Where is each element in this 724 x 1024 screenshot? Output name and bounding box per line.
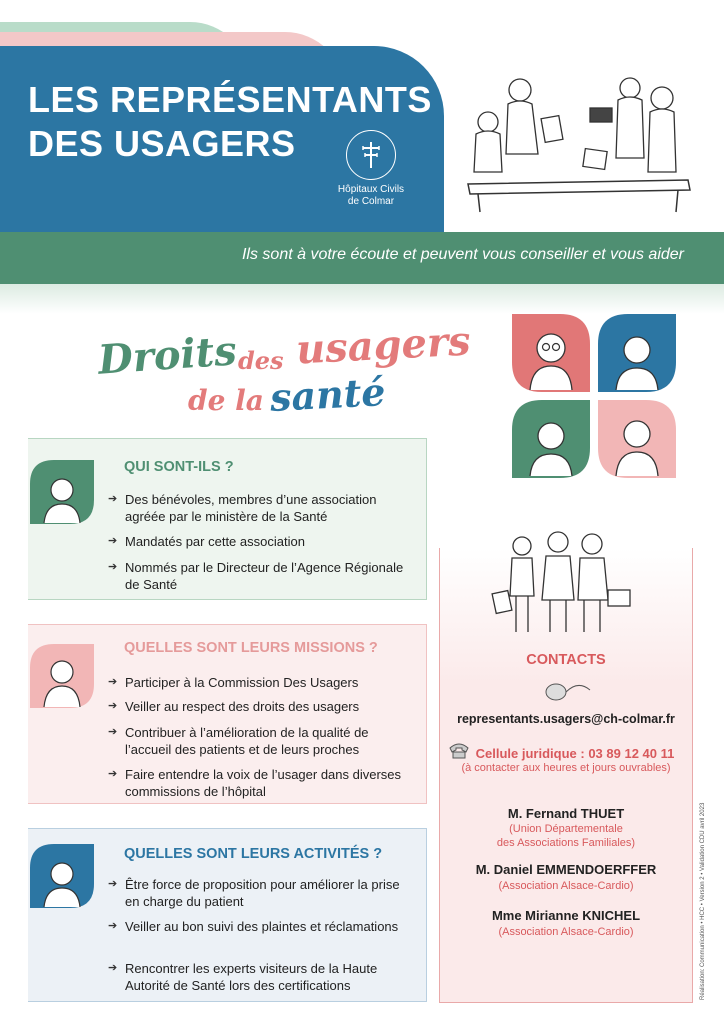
contact-phone-note: (à contacter aux heures et jours ouvrables) bbox=[461, 762, 671, 774]
contact-email-link[interactable]: representants.usagers@ch-colmar.fr bbox=[457, 712, 675, 726]
portrait-tile-man-pink-icon bbox=[598, 400, 676, 478]
production-credit: Réalisation: Communication • HCC • Version 2 • Validation CDU avril 2023 bbox=[700, 802, 706, 1000]
arrow-icon: ➔ bbox=[108, 535, 118, 547]
list-item: ➔ Des bénévoles, membres d’une association agréée par le ministère de la Santé bbox=[108, 492, 377, 524]
section-missions-title: QUELLES SONT LEURS MISSIONS ? bbox=[124, 640, 378, 656]
arrow-icon: ➔ bbox=[108, 878, 118, 890]
heading-word-droits: Droits bbox=[96, 327, 239, 384]
heading-word-des: des bbox=[238, 346, 284, 375]
band-fade bbox=[0, 284, 724, 314]
arrow-icon: ➔ bbox=[108, 561, 118, 573]
woman-blue-avatar-icon bbox=[30, 844, 94, 908]
portrait-tile-man-glasses-icon bbox=[512, 314, 590, 392]
list-item: ➔ Mandatés par cette association bbox=[108, 534, 305, 549]
heading-word-sante: santé bbox=[268, 369, 387, 420]
woman-green-avatar-icon bbox=[30, 460, 94, 524]
heading-word-de-la: de la bbox=[188, 384, 264, 417]
cross-logo-icon bbox=[346, 130, 396, 180]
tagline: Ils sont à votre écoute et peuvent vous conseiller et vous aider bbox=[241, 246, 684, 263]
list-item: ➔ Veiller au respect des droits des usagers bbox=[108, 699, 360, 714]
arrow-icon: ➔ bbox=[108, 700, 118, 712]
arrow-icon: ➔ bbox=[108, 962, 118, 974]
section-activities-title: QUELLES SONT LEURS ACTIVITÉS ? bbox=[124, 846, 383, 862]
person-name: M. Daniel EMMENDOERFFER bbox=[475, 862, 657, 877]
meeting-illustration bbox=[458, 62, 696, 222]
title-line-1: LES REPRÉSENTANTS bbox=[28, 79, 432, 120]
rights-heading bbox=[96, 317, 488, 420]
portrait-tile-woman-green-icon bbox=[512, 400, 590, 478]
list-item: ➔ Nommés par le Directeur de l’Agence Régionale de Santé bbox=[108, 560, 404, 592]
person-org: (Association Alsace-Cardio) bbox=[498, 880, 634, 892]
list-item: ➔ Faire entendre la voix de l’usager dans diverses commissions de l’hôpital bbox=[108, 767, 402, 799]
title-line-2: DES USAGERS bbox=[28, 123, 296, 164]
portrait-tile-woman-blue-icon bbox=[598, 314, 676, 392]
list-item: ➔ Être force de proposition pour améliorer la prise en charge du patient bbox=[108, 877, 400, 909]
list-item: ➔ Rencontrer les experts visiteurs de la Haute Autorité de Santé lors des certifications bbox=[108, 961, 378, 993]
logo-text-line-2: de Colmar bbox=[347, 196, 395, 207]
section-who-title: QUI SONT-ILS ? bbox=[124, 459, 234, 475]
list-item: ➔ Contribuer à l’amélioration de la qualité de l’accueil des patients et de leurs proches bbox=[108, 725, 369, 757]
logo-text-line-1: Hôpitaux Civils bbox=[337, 184, 405, 195]
man-pink-avatar-icon bbox=[30, 644, 94, 708]
three-people-illustration bbox=[486, 526, 646, 638]
person-org: (Association Alsace-Cardio) bbox=[498, 926, 634, 938]
arrow-icon: ➔ bbox=[108, 676, 118, 688]
person-name: M. Fernand THUET bbox=[507, 806, 625, 821]
arrow-icon: ➔ bbox=[108, 920, 118, 932]
list-item: ➔ Participer à la Commission Des Usagers bbox=[108, 675, 359, 690]
person-org: des Associations Familiales) bbox=[496, 837, 636, 849]
arrow-icon: ➔ bbox=[108, 768, 118, 780]
arrow-icon: ➔ bbox=[108, 726, 118, 738]
hospital-logo bbox=[334, 130, 408, 208]
list-item: ➔ Veiller au bon suivi des plaintes et réclamations bbox=[108, 919, 399, 934]
heading-word-usagers: usagers bbox=[294, 317, 472, 374]
contacts-title: CONTACTS bbox=[526, 652, 606, 668]
person-name: Mme Mirianne KNICHEL bbox=[491, 908, 641, 923]
computer-mouse-icon bbox=[542, 676, 592, 706]
arrow-icon: ➔ bbox=[108, 493, 118, 505]
person-org: (Union Départementale bbox=[509, 823, 623, 835]
contact-phone[interactable]: Cellule juridique : 03 89 12 40 11 bbox=[475, 746, 675, 761]
